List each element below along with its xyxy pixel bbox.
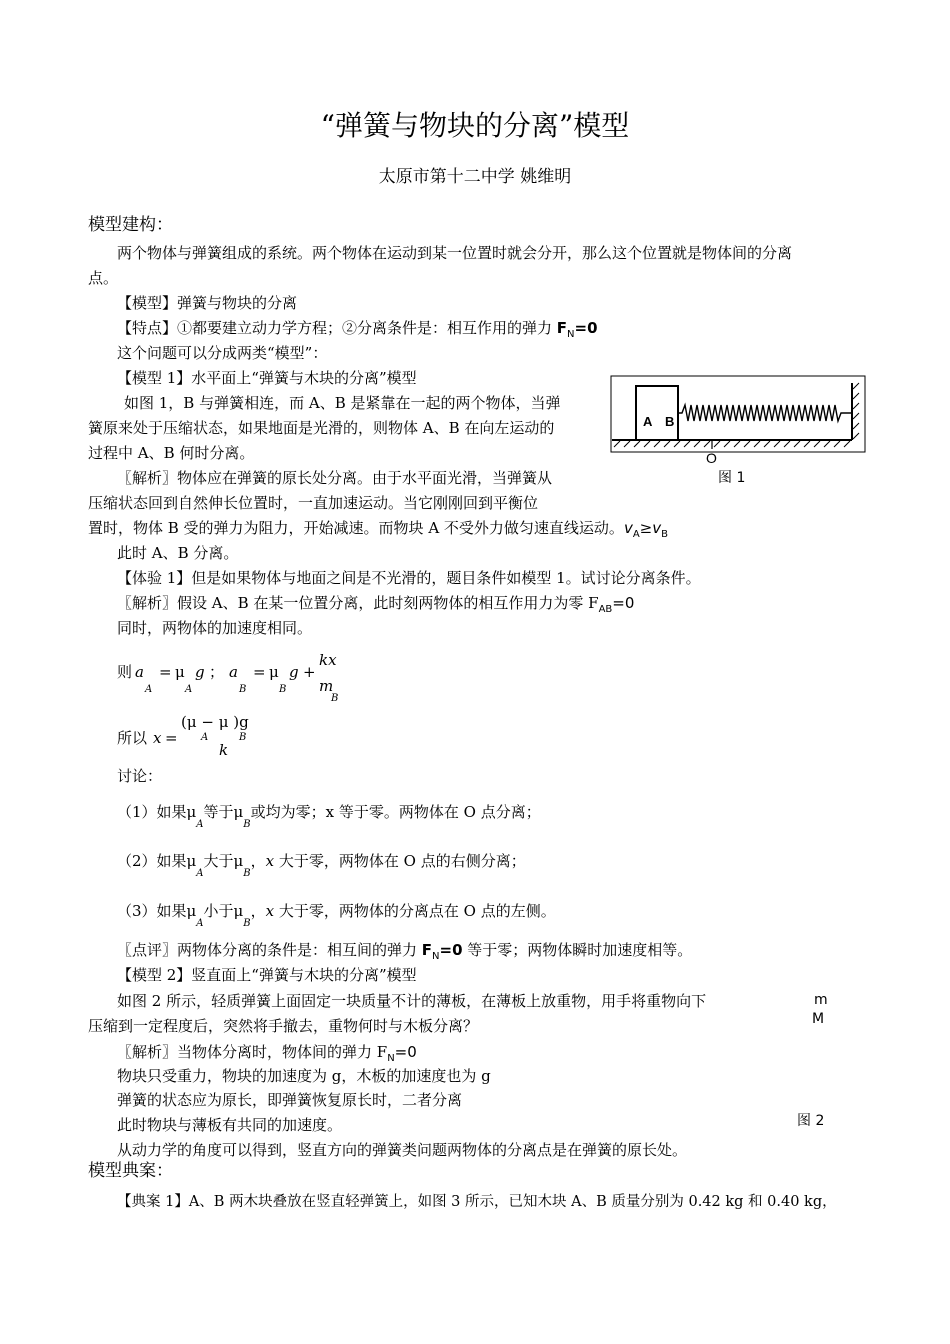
paragraph-intro-2: 点。 bbox=[88, 269, 119, 287]
fig1-label-b: B bbox=[665, 414, 675, 429]
page-title: “弹簧与物块的分离”模型 bbox=[320, 109, 630, 142]
conclusion-line: 从动力学的角度可以得到，竖直方向的弹簧类问题两物体的分离点是在弹簧的原长处。 bbox=[117, 1141, 688, 1159]
model2-heading: 【模型 2】竖直面上“弹簧与木块的分离”模型 bbox=[117, 966, 417, 984]
figure-1-diagram bbox=[610, 375, 866, 465]
experience1-line: 【体验 1】但是如果物体与地面之间是不光滑的，题目条件如模型 1。试讨论分离条件。 bbox=[117, 569, 701, 587]
feature-line: 【特点】①都要建立动力学方程；②分离条件是：相互作用的弹力 $F_N=0$ bbox=[117, 319, 598, 340]
figure-1-caption: 图 1 bbox=[718, 470, 746, 486]
model-line: 【模型】弹簧与物块的分离 bbox=[117, 294, 298, 312]
section-heading-cases: 模型典案： bbox=[88, 1161, 173, 1181]
discussion-item-2: （2）如果$\mu_A$大于$\mu_B$，x 大于零，两物体在 O 点的右侧分离； bbox=[117, 852, 526, 879]
case1-line: 【典案 1】A、B 两木块叠放在竖直轻弹簧上，如图 3 所示，已知木块 A、B 质量分别为 0.42 kg 和 0.40 kg， bbox=[117, 1194, 837, 1210]
split-line: 这个问题可以分成两类“模型”： bbox=[117, 344, 328, 362]
comment-line: 〖点评〗两物体分离的条件是：相互间的弹力 $F_N=0$ 等于零；两物体瞬时加速度相等。 bbox=[117, 941, 693, 962]
spring bbox=[678, 405, 852, 421]
discussion-heading: 讨论： bbox=[117, 767, 163, 785]
analysis3-text-2: 物块只受重力，物块的加速度为 g，木板的加速度也为 g bbox=[117, 1067, 491, 1085]
wall-hatch bbox=[853, 383, 859, 439]
figure-2-label-big-m: M bbox=[812, 1011, 825, 1027]
analysis2-text-2: 同时，两物体的加速度相同。 bbox=[117, 619, 313, 637]
model1-heading: 【模型 1】水平面上“弹簧与木块的分离”模型 bbox=[117, 369, 417, 387]
analysis3-text-1: 〖解析〗当物体分离时，物体间的弹力 $F_N=0$ bbox=[117, 1043, 417, 1064]
model2-text-1: 如图 2 所示，轻质弹簧上面固定一块质量不计的薄板，在薄板上放重物，用手将重物向下 bbox=[117, 992, 707, 1010]
discussion-item-3: （3）如果$\mu_A$小于$\mu_B$，x 大于零，两物体的分离点在 O 点的左侧。 bbox=[117, 902, 556, 929]
figure-2-label-m: m bbox=[814, 992, 828, 1008]
model1-text-2: 簧原来处于压缩状态，如果地面是光滑的，则物体 A、B 在向左运动的 bbox=[88, 419, 555, 437]
fig1-label-a: A bbox=[643, 414, 653, 429]
model1-text-1: 如图 1，B 与弹簧相连，而 A、B 是紧靠在一起的两个物体，当弹 bbox=[124, 394, 561, 412]
analysis2-text-1: 〖解析〗假设 A、B 在某一位置分离，此时刻两物体的相互作用力为零 $F_{AB}=0$ bbox=[117, 594, 635, 615]
fig1-label-o: O bbox=[706, 450, 717, 465]
model1-text-3: 过程中 A、B 何时分离。 bbox=[88, 444, 255, 462]
analysis1-text-2: 压缩状态回到自然伸长位置时，一直加速运动。当它刚刚回到平衡位 bbox=[88, 494, 539, 512]
ground-hatch bbox=[614, 441, 850, 447]
analysis1-text-1: 〖解析〗物体应在弹簧的原长处分离。由于水平面光滑，当弹簧从 bbox=[117, 469, 553, 487]
analysis1-text-4: 此时 A、B 分离。 bbox=[117, 544, 239, 562]
analysis3-text-4: 此时物块与薄板有共同的加速度。 bbox=[117, 1116, 343, 1134]
analysis1-text-3: 置时，物体 B 受的弹力为阻力，开始减速。而物块 A 不受外力做匀速直线运动。$v_A\ge v_B$ bbox=[88, 519, 669, 540]
model2-text-2: 压缩到一定程度后，突然将手撤去，重物何时与木板分离？ bbox=[88, 1017, 479, 1035]
analysis3-text-3: 弹簧的状态应为原长，即弹簧恢复原长时，二者分离 bbox=[117, 1091, 463, 1109]
figure-2-caption: 图 2 bbox=[797, 1113, 825, 1129]
author-line: 太原市第十二中学 姚维明 bbox=[378, 167, 572, 187]
block-ab bbox=[636, 386, 678, 440]
paragraph-intro-1: 两个物体与弹簧组成的系统。两个物体在运动到某一位置时就会分开，那么这个位置就是物体间的分离 bbox=[117, 244, 793, 262]
discussion-item-1: （1）如果$\mu_A$等于$\mu_B$或均为零；x 等于零。两物体在 O 点分离； bbox=[117, 803, 541, 830]
section-heading-construct: 模型建构： bbox=[88, 215, 173, 235]
